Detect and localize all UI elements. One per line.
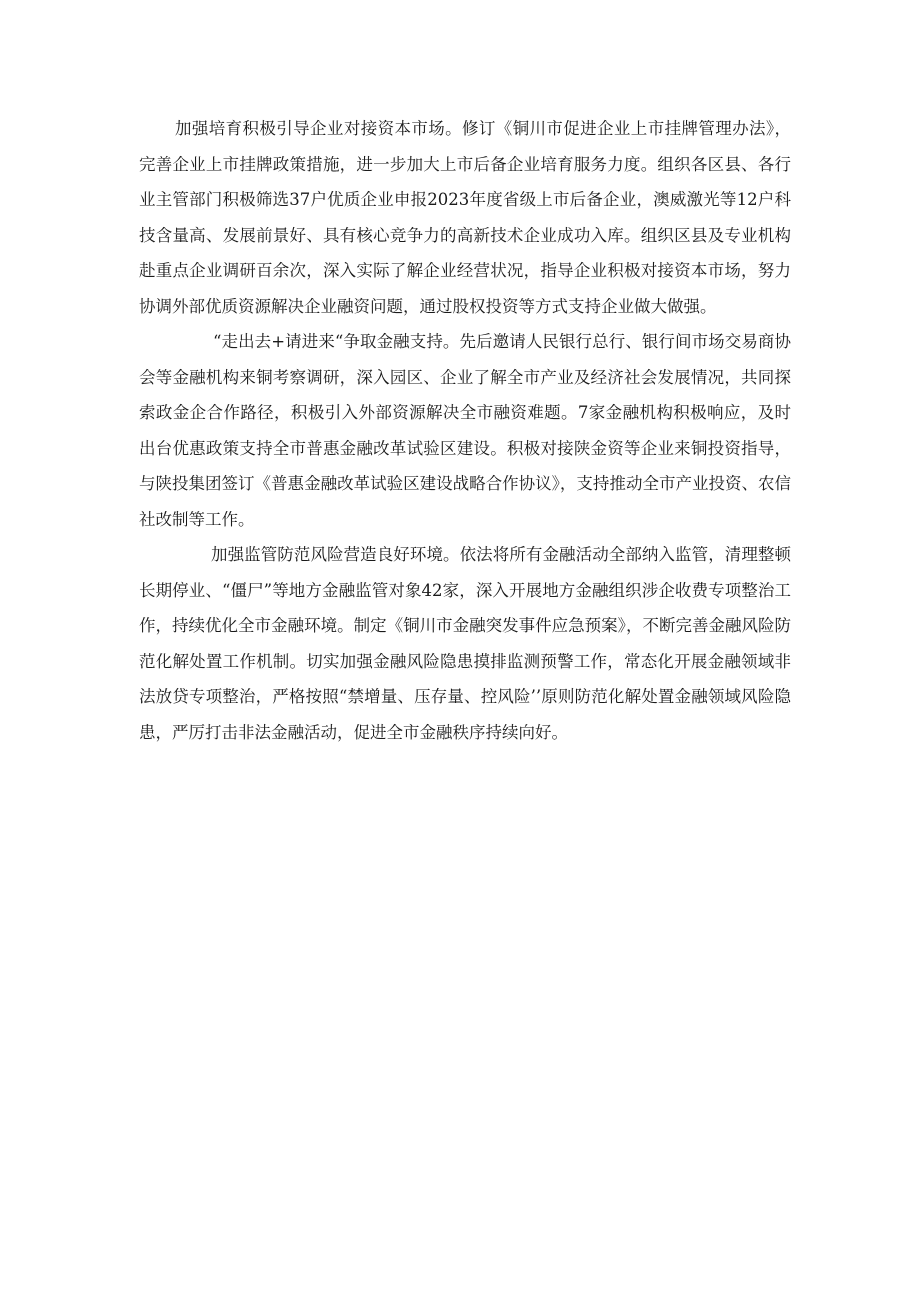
paragraph-financial-support: “走出去+请进来“争取金融支持。先后邀请人民银行总行、银行间市场交易商协会等金融机构来铜考察调研，深入园区、企业了解全市产业及经济社会发展情况，共同探索政金企合作路径，积极引入外部资源解决全市融资难题。7家金融机构积极响应，及时出台优惠政策支持全市普惠金融改革试验区建设。积极对接陕金资等企业来铜投资指导，与陕投集团签订《普惠金融改革试验区建设战略合作协议》，支持推动全市产业投资、农信社改制等工作。 xyxy=(139,332,791,529)
paragraph-capital-market: 加强培育积极引导企业对接资本市场。修订《铜川市促进企业上市挂牌管理办法》，完善企业上市挂牌政策措施，进一步加大上市后备企业培育服务力度。组织各区县、各行业主管部门积极筛选37户优质企业申报2023年度省级上市后备企业，澳威激光等12户科技含量高、发展前景好、具有核心竞争力的高新技术企业成功入库。组织区县及专业机构赴重点企业调研百余次，深入实际了解企业经营状况，指导企业积极对接资本市场，努力协调外部优质资源解决企业融资问题，通过股权投资等方式支持企业做大做强。 xyxy=(139,119,791,316)
paragraph-risk-supervision: 加强监管防范风险营造良好环境。依法将所有金融活动全部纳入监管，清理整顿长期停业、“僵尸”等地方金融监管对象42家，深入开展地方金融组织涉企收费专项整治工作，持续优化全市金融环境。制定《铜川市金融突发事件应急预案》，不断完善金融风险防范化解处置工作机制。切实加强金融风险隐患摸排监测预警工作，常态化开展金融领域非法放贷专项整治，严格按照“禁增量、压存量、控风险’’原则防范化解处置金融领域风险隐患，严厉打击非法金融活动，促进全市金融秩序持续向好。 xyxy=(139,545,791,742)
document-body xyxy=(139,111,791,750)
